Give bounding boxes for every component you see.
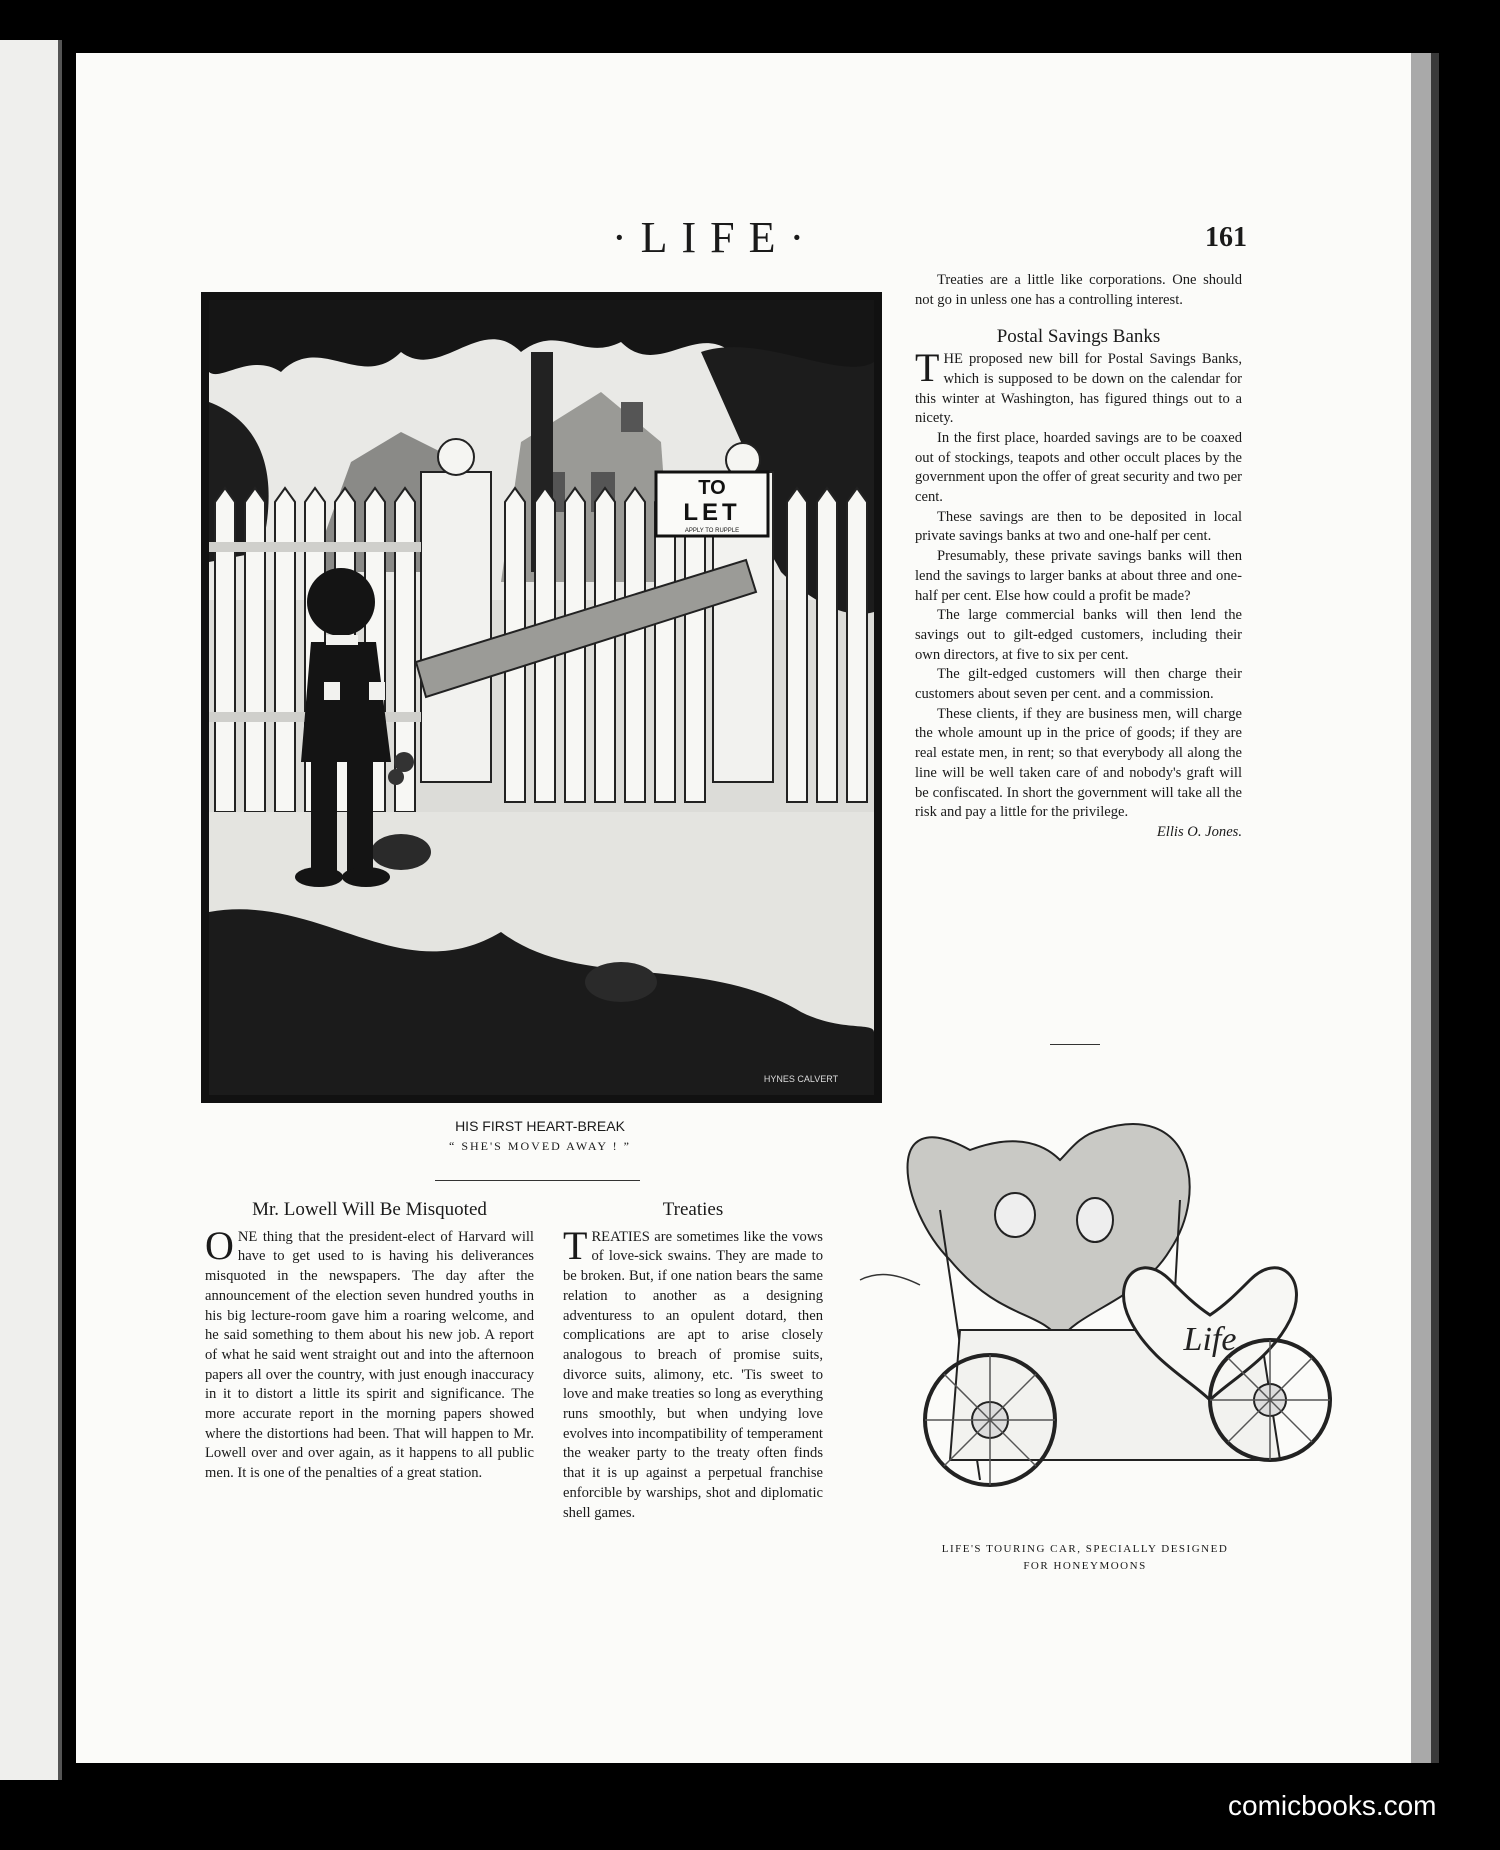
divider-rule	[435, 1180, 640, 1181]
sign-text-let: LET	[683, 499, 741, 526]
byline: Ellis O. Jones.	[1156, 823, 1242, 840]
caption-line-2: FOR HONEYMOONS	[1023, 1560, 1147, 1572]
postal-title: Postal Savings Banks	[996, 326, 1161, 348]
lowell-drop-cap: O	[205, 1222, 234, 1268]
masthead: ·LIFE·	[612, 213, 819, 262]
postal-paragraph-7: These clients, if they are business men, will charge the whole amount up in the price of goods; if they are real estate men, in rent; so that everybody all along the line will be well taken care of and nobody's graft will be confiscated. In short the government will take all the risk and pay a little for the privilege.	[915, 705, 1242, 821]
artist-signature: HYNES CALVERT	[763, 1074, 839, 1084]
sign-text-to: TO	[698, 477, 726, 499]
postal-paragraph-6: The gilt-edged customers will then charge their customers about seven per cent. and a commission.	[915, 666, 1242, 703]
illustration1-caption	[330, 1118, 750, 1154]
page-gutter	[1411, 53, 1431, 1763]
postal-paragraph-3: These savings are then to be deposited in local private savings banks at two and one-half per cent.	[915, 508, 1242, 545]
postal-paragraph-5: The large commercial banks will then lend the savings out to gilt-edged customers, including their own directors, at five to six per cent.	[915, 607, 1242, 663]
watermark: comicbooks.com	[1228, 1790, 1437, 1821]
illustration2-caption	[880, 1541, 1290, 1575]
page-number: 161	[1205, 222, 1247, 253]
caption-subtitle: “ SHE'S MOVED AWAY ! ”	[449, 1139, 631, 1153]
postal-paragraph-4: Presumably, these private savings banks will then lend the savings to larger banks at about three and one-half per cent. Else how could a profit be made?	[915, 548, 1242, 604]
treaties-text: REATIES are sometimes like the vows of love-sick swains. They are made to be broken. But, if one nation bears the same relation to another as a designing adventuress to an opulent dotard, then complications are apt to arise closely analogous to breach of promise suits, divorce suits, alimony, etc. 'Tis sweet to love and make treaties so long as everything runs smoothly, but when undying love evolves into incompatibility of temperament the weaker party to the treaty often finds that it is up against a perpetual franchise enforcible by warships, shot and diplomatic shell games.	[563, 1228, 823, 1521]
lowell-column	[205, 1200, 534, 1484]
lowell-text: NE thing that the president-elect of Harvard will have to get used to is having his deliverances misquoted in the newspapers. The day after the announcement of the election seven hundred youths in his big lecture-room gave him a roaring welcome, and he said something to them about his new job. A report of what he said went straight out and into the afternoon papers all over the country, with just enough inaccuracy in it to distort a little its spirit and significance. The more accurate report in the morning papers showed where the distortions had been. That will happen to Mr. Lowell over and over again, as it happens to all public men. It is one of the penalties of a great station.	[205, 1228, 534, 1482]
page-gutter-shadow	[1431, 53, 1439, 1763]
caption-title: HIS FIRST HEART-BREAK	[455, 1118, 625, 1134]
treaties-intro: Treaties are a little like corporations. One should not go in unless one has a controlling interest.	[915, 272, 1242, 308]
facing-page-edge	[0, 40, 62, 1780]
life-emblem-text: Life	[1183, 1321, 1237, 1358]
postal-paragraph-1: HE proposed new bill for Postal Savings Banks, which is supposed to be down on the calendar for this winter at Washington, has figured things out to a nicety.	[915, 351, 1242, 427]
caption-line-1: LIFE'S TOURING CAR, SPECIALLY DESIGNED	[941, 1543, 1229, 1555]
postal-paragraph-2: In the first place, hoarded savings are to be coaxed out of stockings, teapots and other occult places by the government upon the offer of great security and two per cent.	[915, 429, 1242, 506]
lowell-title: Mr. Lowell Will Be Misquoted	[252, 1199, 487, 1220]
right-column	[915, 271, 1242, 843]
postal-drop-cap: T	[915, 345, 940, 391]
treaties-drop-cap: T	[563, 1222, 588, 1268]
illustration-touring-car	[840, 1080, 1400, 1535]
illustration-heartbreak	[201, 292, 882, 1103]
sign-small-text: APPLY TO RUPPLE	[684, 528, 740, 534]
short-rule	[1050, 1044, 1100, 1045]
treaties-title: Treaties	[662, 1199, 724, 1220]
treaties-column	[563, 1200, 823, 1523]
